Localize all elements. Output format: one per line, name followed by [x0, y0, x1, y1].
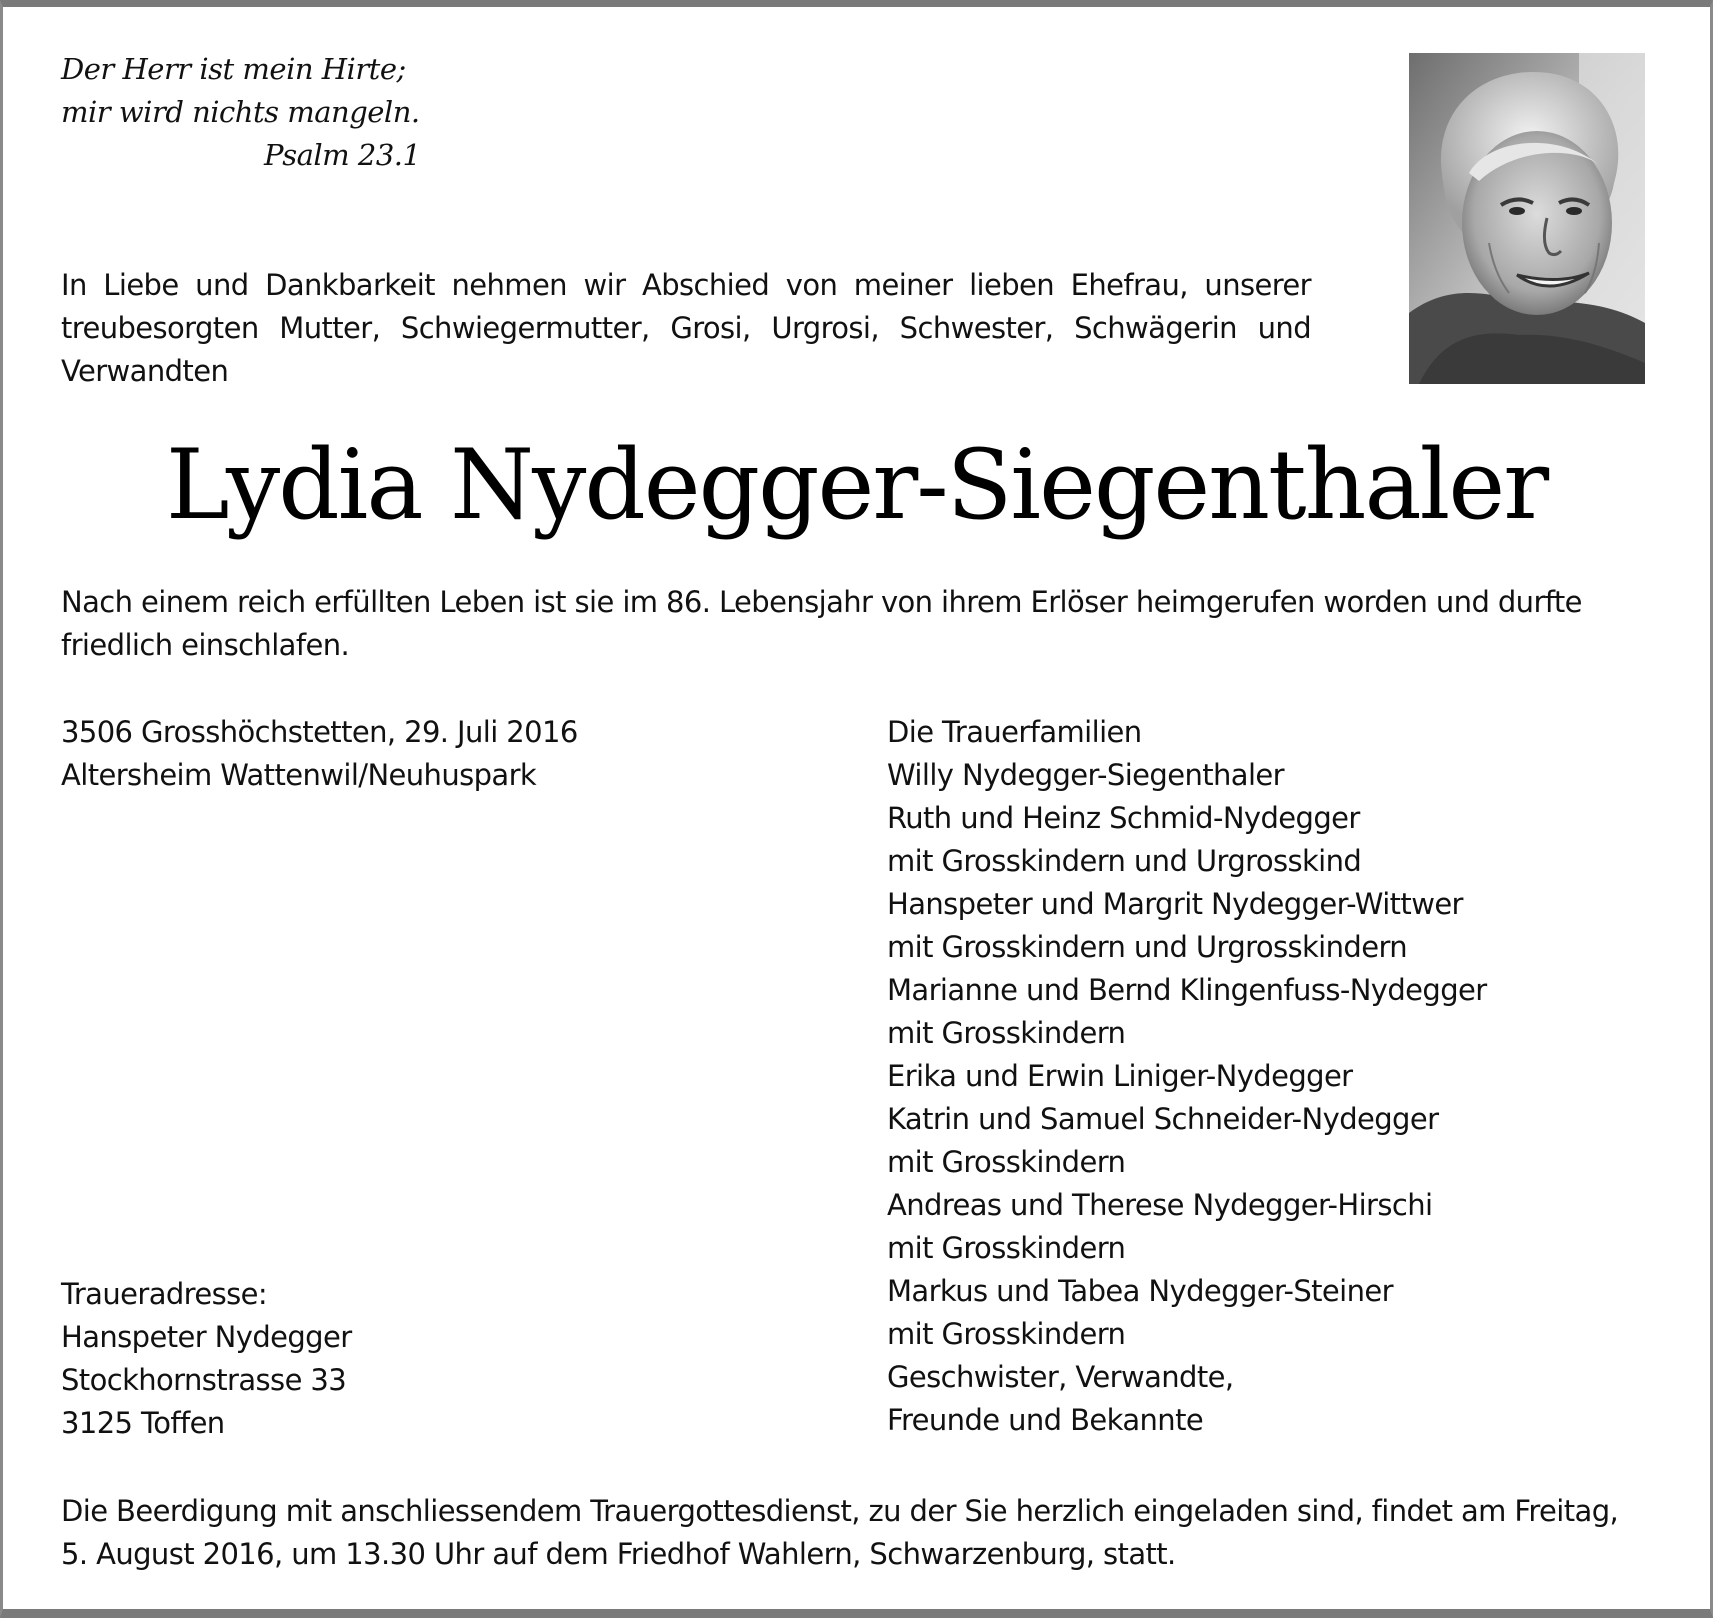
funeral-notice	[61, 1490, 1661, 1576]
address-city: 3125 Toffen	[61, 1406, 225, 1440]
family-line: mit Grosskindern	[887, 1016, 1126, 1050]
place-date-line-1: 3506 Grosshöchstetten, 29. Juli 2016	[61, 715, 578, 749]
family-line: Katrin und Samuel Schneider-Nydegger	[887, 1102, 1439, 1136]
intro-paragraph	[61, 264, 1311, 393]
verse-line-2: mir wird nichts mangeln.	[61, 95, 420, 129]
family-line: Erika und Erwin Liniger-Nydegger	[887, 1059, 1353, 1093]
death-notice	[61, 581, 1661, 667]
family-line: mit Grosskindern und Urgrosskindern	[887, 930, 1408, 964]
family-line: mit Grosskindern	[887, 1317, 1126, 1351]
intro-line-3: Verwandten	[61, 354, 229, 388]
death-notice-line-1: Nach einem reich erfüllten Leben ist sie im 86. Lebensjahr von ihrem Erlöser heimgerufen worden und durfte	[61, 585, 1582, 619]
family-line: mit Grosskindern	[887, 1231, 1126, 1265]
verse-line-1: Der Herr ist mein Hirte;	[61, 52, 406, 86]
portrait-photo	[1409, 53, 1645, 384]
family-line: Hanspeter und Margrit Nydegger-Wittwer	[887, 887, 1463, 921]
family-line: Freunde und Bekannte	[887, 1403, 1204, 1437]
funeral-line-2: 5. August 2016, um 13.30 Uhr auf dem Friedhof Wahlern, Schwarzenburg, statt.	[61, 1537, 1176, 1571]
family-line: Marianne und Bernd Klingenfuss-Nydegger	[887, 973, 1487, 1007]
family-line: Ruth und Heinz Schmid-Nydegger	[887, 801, 1360, 835]
bible-verse	[61, 48, 420, 177]
place-date	[61, 711, 578, 797]
family-line: Geschwister, Verwandte,	[887, 1360, 1234, 1394]
family-line: Markus und Tabea Nydegger-Steiner	[887, 1274, 1393, 1308]
mourning-address	[61, 1273, 352, 1445]
intro-line-2: treubesorgten Mutter, Schwiegermutter, Grosi, Urgrosi, Schwester, Schwägerin und	[61, 311, 1311, 345]
mourning-families	[887, 711, 1487, 1442]
family-line: Willy Nydegger-Siegenthaler	[887, 758, 1284, 792]
address-name: Hanspeter Nydegger	[61, 1320, 352, 1354]
address-street: Stockhornstrasse 33	[61, 1363, 347, 1397]
place-date-line-2: Altersheim Wattenwil/Neuhuspark	[61, 758, 537, 792]
family-line: mit Grosskindern	[887, 1145, 1126, 1179]
family-line: Andreas und Therese Nydegger-Hirschi	[887, 1188, 1433, 1222]
address-heading: Traueradresse:	[61, 1277, 268, 1311]
verse-reference: Psalm 23.1	[264, 138, 421, 172]
death-notice-line-2: friedlich einschlafen.	[61, 628, 350, 662]
family-line: mit Grosskindern und Urgrosskind	[887, 844, 1362, 878]
deceased-name: Lydia Nydegger-Siegenthaler	[165, 429, 1548, 541]
funeral-line-1: Die Beerdigung mit anschliessendem Trauergottesdienst, zu der Sie herzlich eingeladen sind, findet am Freitag,	[61, 1494, 1619, 1528]
family-line: Die Trauerfamilien	[887, 715, 1142, 749]
intro-line-1: In Liebe und Dankbarkeit nehmen wir Abschied von meiner lieben Ehefrau, unserer	[61, 268, 1311, 302]
